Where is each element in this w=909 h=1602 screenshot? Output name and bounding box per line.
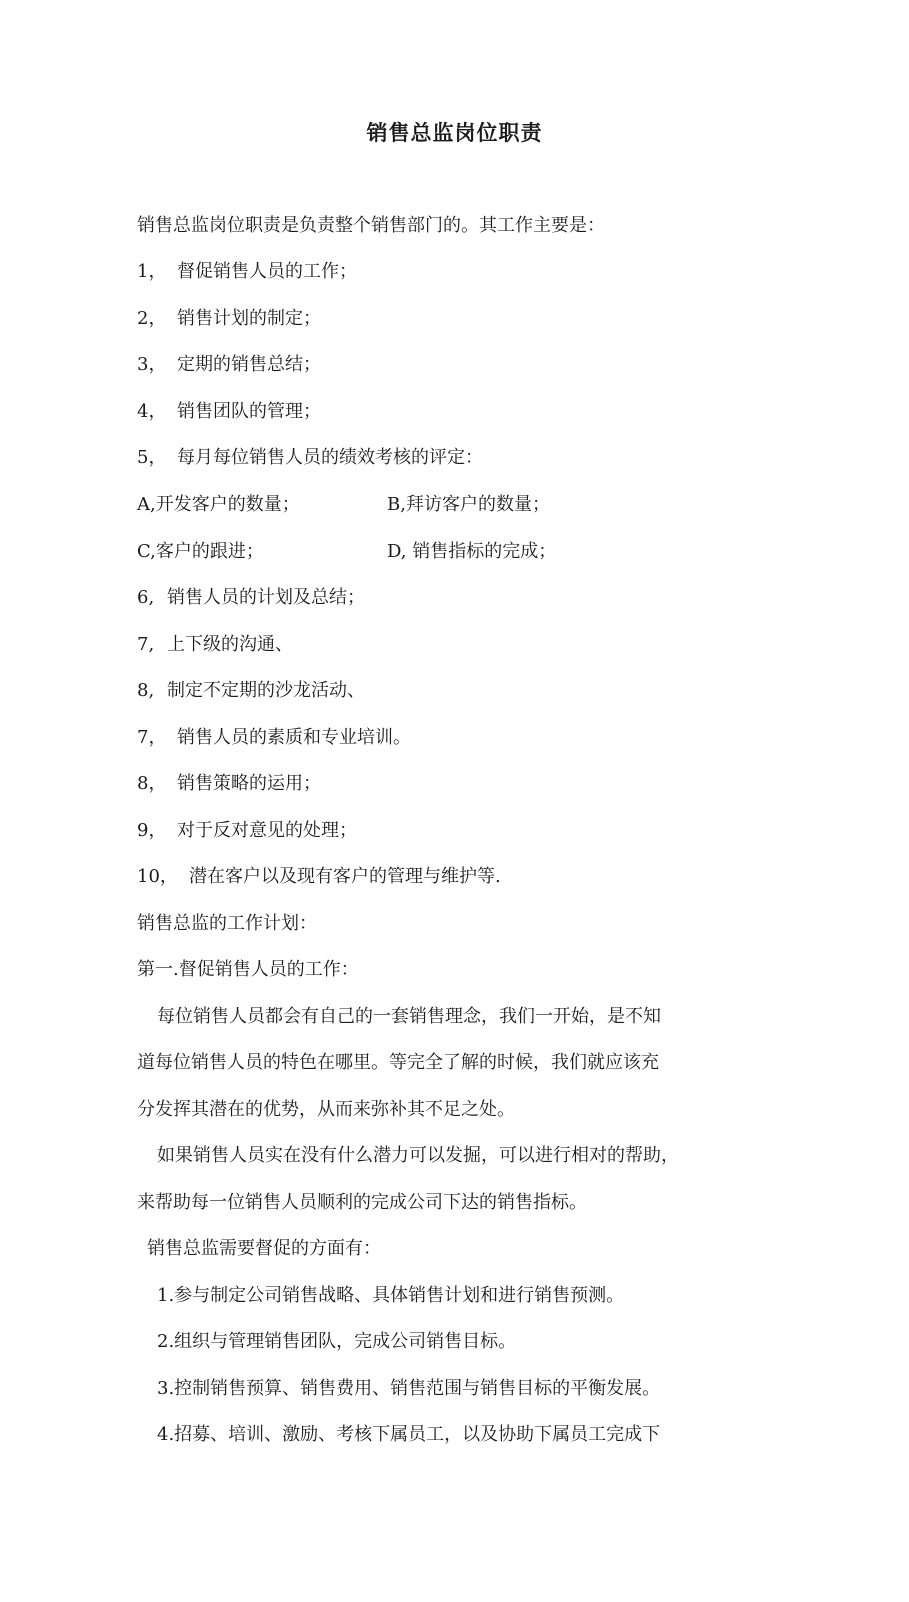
evaluation-item-d: D, 销售指标的完成； <box>387 541 557 562</box>
paragraph-line: 来帮助每一位销售人员顺利的完成公司下达的销售指标。 <box>137 1192 587 1213</box>
plan-heading: 销售总监的工作计划： <box>137 913 317 934</box>
supervise-heading: 销售总监需要督促的方面有： <box>147 1238 381 1259</box>
duty-item <box>137 771 321 797</box>
duty-text: 上下级的沟通、 <box>167 634 293 655</box>
duty-number: 7, <box>137 634 155 655</box>
duty-number: 9， <box>137 820 167 841</box>
duty-text: 潜在客户以及现有客户的管理与维护等. <box>189 866 501 887</box>
paragraph-line: 分发挥其潜在的优势，从而来弥补其不足之处。 <box>137 1099 515 1120</box>
duty-number: 1， <box>137 261 167 282</box>
paragraph-line: 每位销售人员都会有自己的一套销售理念，我们一开始，是不知 <box>157 1006 661 1027</box>
duty-text: 销售人员的计划及总结； <box>167 587 365 608</box>
duty-text: 销售计划的制定； <box>177 308 321 329</box>
duty-number: 7， <box>137 727 167 748</box>
duty-item <box>137 632 293 658</box>
duty-item <box>137 585 365 611</box>
duty-item <box>137 352 321 378</box>
duty-text: 制定不定期的沙龙活动、 <box>167 680 365 701</box>
duty-text: 定期的销售总结； <box>177 354 321 375</box>
page-title: 销售总监岗位职责 <box>366 121 543 145</box>
duty-number: 3， <box>137 354 167 375</box>
duty-item <box>137 445 483 471</box>
duty-text: 销售人员的素质和专业培训。 <box>177 727 411 748</box>
duty-number: 8， <box>137 773 167 794</box>
duty-item <box>137 306 321 332</box>
paragraph-line: 道每位销售人员的特色在哪里。等完全了解的时候，我们就应该充 <box>137 1052 659 1073</box>
supervise-item: 2.组织与管理销售团队，完成公司销售目标。 <box>157 1331 517 1352</box>
evaluation-item-b: B,拜访客户的数量； <box>387 494 550 515</box>
duty-text: 督促销售人员的工作； <box>177 261 357 282</box>
evaluation-row <box>137 539 637 565</box>
evaluation-item-a: A,开发客户的数量； <box>137 494 300 515</box>
evaluation-item-c: C,客户的跟进； <box>137 541 264 562</box>
duty-item <box>137 399 321 425</box>
duty-number: 8, <box>137 680 155 701</box>
duty-text: 销售团队的管理； <box>177 401 321 422</box>
duty-item <box>137 678 365 704</box>
section-heading: 第一.督促销售人员的工作： <box>137 959 359 980</box>
supervise-item: 1.参与制定公司销售战略、具体销售计划和进行销售预测。 <box>157 1285 625 1306</box>
duty-number: 4， <box>137 401 167 422</box>
paragraph-line: 如果销售人员实在没有什么潜力可以发掘，可以进行相对的帮助， <box>157 1145 679 1166</box>
duty-number: 5， <box>137 447 167 468</box>
duty-number: 10， <box>137 866 178 887</box>
duty-number: 2， <box>137 308 167 329</box>
duty-item <box>137 725 411 751</box>
duty-text: 每月每位销售人员的绩效考核的评定： <box>177 447 483 468</box>
duty-item <box>137 864 501 890</box>
duty-item <box>137 818 357 844</box>
supervise-item: 4.招募、培训、激励、考核下属员工，以及协助下属员工完成下 <box>157 1424 661 1445</box>
duty-text: 销售策略的运用； <box>177 773 321 794</box>
duty-text: 对于反对意见的处理； <box>177 820 357 841</box>
duty-number: 6, <box>137 587 155 608</box>
duty-item <box>137 259 357 285</box>
evaluation-row <box>137 492 637 518</box>
supervise-item: 3.控制销售预算、销售费用、销售范围与销售目标的平衡发展。 <box>157 1378 661 1399</box>
intro-text: 销售总监岗位职责是负责整个销售部门的。其工作主要是： <box>137 215 605 236</box>
